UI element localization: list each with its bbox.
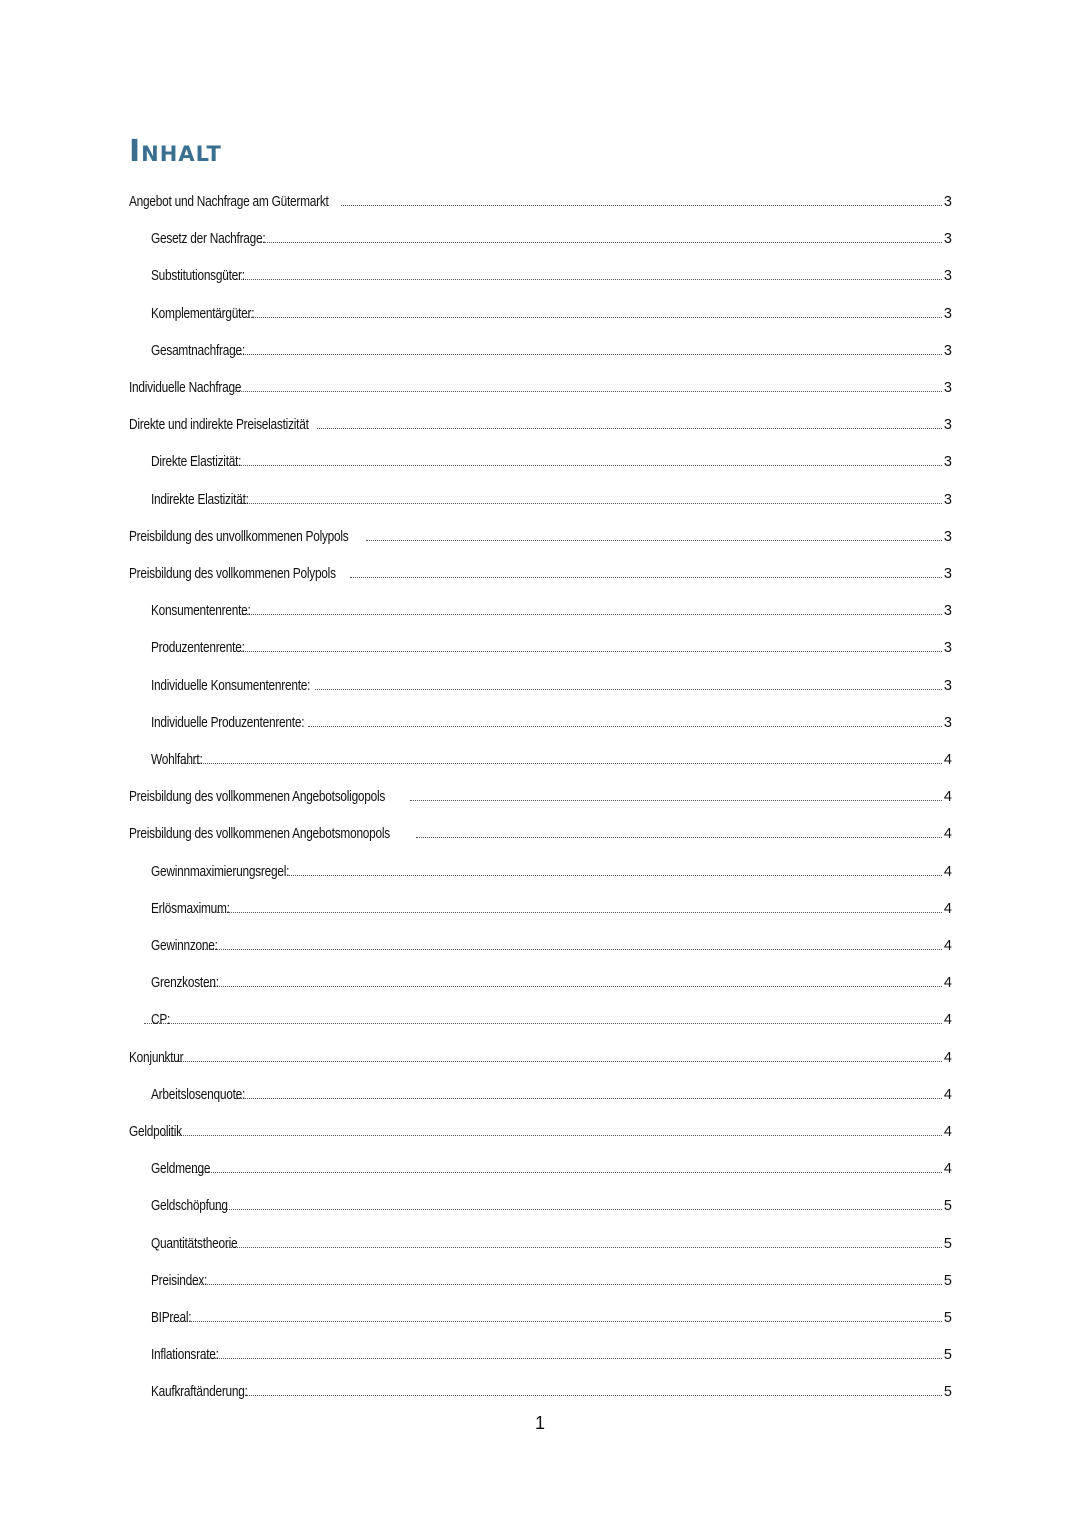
- toc-entry-label: Preisbildung des vollkommenen Angebotsoligopols: [129, 789, 386, 806]
- toc-entry[interactable]: [129, 174, 952, 210]
- toc-entry-label: Kaufkraftänderung:: [151, 1384, 248, 1401]
- toc-entry-label: Grenzkosten:: [151, 975, 219, 992]
- toc-entry-page: 3: [943, 603, 952, 620]
- toc-leader-dots: [317, 428, 942, 429]
- toc-entry[interactable]: [129, 546, 952, 582]
- toc-subentry[interactable]: [151, 323, 952, 359]
- toc-entry-label: Preisbildung des vollkommenen Polypols: [129, 566, 336, 582]
- toc-entry-label: BIPreal:: [151, 1310, 192, 1326]
- toc-leader-dots: [236, 1098, 942, 1099]
- toc-entry-page: 3: [943, 714, 952, 731]
- toc-entry-label: Wohlfahrt:: [151, 752, 203, 768]
- toc-entry-label: Geldpolitik: [129, 1124, 182, 1140]
- toc-leader-dots: [366, 540, 942, 541]
- toc-leader-dots: [240, 503, 942, 504]
- toc-entry-page: 3: [943, 566, 952, 582]
- toc-subentry[interactable]: [151, 1290, 952, 1326]
- toc-title: Inhalt: [129, 134, 222, 169]
- toc-entry-label: Individuelle Produzentenrente:: [151, 714, 305, 731]
- toc-entry-label: Konsumentenrente:: [151, 603, 251, 620]
- toc-entry-label: CP:: [151, 1012, 171, 1029]
- toc-subentry[interactable]: [151, 620, 952, 656]
- toc-entry-label: Preisbildung des vollkommenen Angebotsmonopols: [129, 826, 391, 843]
- toc-entry-page: 3: [943, 417, 952, 434]
- toc-entry-page: 5: [943, 1384, 952, 1401]
- toc-entry-page: 4: [943, 938, 952, 954]
- toc-entry-page: 3: [943, 640, 952, 657]
- toc-entry-page: 5: [943, 1347, 952, 1364]
- toc-leader-dots: [144, 1023, 942, 1024]
- toc-entry-page: 3: [943, 268, 952, 285]
- toc-subentry[interactable]: [151, 1253, 952, 1289]
- toc-entry[interactable]: [129, 1104, 952, 1140]
- toc-entry-page: 4: [943, 900, 952, 917]
- toc-leader-dots: [235, 354, 941, 355]
- toc-entry[interactable]: [129, 360, 952, 396]
- toc-entry-label: Komplementärgüter:: [151, 305, 255, 322]
- toc-entry[interactable]: [129, 397, 952, 433]
- toc-subentry[interactable]: [151, 844, 952, 880]
- toc-entry-page: 5: [943, 1310, 952, 1326]
- toc-leader-dots: [202, 949, 942, 950]
- toc-entry-page: 4: [943, 1086, 952, 1103]
- toc-leader-dots: [193, 1172, 942, 1173]
- page-number: 1: [534, 1413, 545, 1433]
- toc-entry-label: Gewinnmaximierungsregel:: [151, 863, 290, 880]
- toc-leader-dots: [235, 391, 942, 392]
- toc-entry-page: 5: [943, 1235, 952, 1252]
- toc-entry-label: Konjunktur: [129, 1049, 184, 1066]
- toc-entry-label: Individuelle Nachfrage: [129, 380, 242, 396]
- toc-leader-dots: [350, 577, 942, 578]
- toc-subentry[interactable]: [151, 472, 952, 508]
- toc-entry-label: Quantitätstheorie: [151, 1235, 238, 1252]
- toc-entry[interactable]: [129, 769, 952, 805]
- toc-entry-page: 4: [943, 1049, 952, 1066]
- toc-subentry[interactable]: [151, 658, 952, 694]
- toc-entry[interactable]: [129, 509, 952, 545]
- toc-subentry[interactable]: [151, 1216, 952, 1252]
- toc-entry-page: 3: [943, 454, 952, 471]
- toc-entry-label: Direkte und indirekte Preiselastizität: [129, 417, 309, 434]
- toc-entry-label: Gesamtnachfrage:: [151, 342, 245, 359]
- toc-entry-page: 4: [943, 789, 952, 806]
- toc-entry-label: Produzentenrente:: [151, 640, 245, 657]
- toc-subentry[interactable]: [151, 1178, 952, 1214]
- toc-leader-dots: [261, 242, 942, 243]
- toc-subentry[interactable]: [151, 918, 952, 954]
- toc-leader-dots: [242, 614, 941, 615]
- toc-entry-label: Gesetz der Nachfrage:: [151, 231, 266, 248]
- toc-leader-dots: [247, 317, 942, 318]
- toc-subentry[interactable]: [151, 434, 952, 470]
- toc-leader-dots: [170, 1321, 942, 1322]
- toc-entry-page: 3: [943, 491, 952, 508]
- toc-subentry[interactable]: [151, 211, 952, 247]
- toc-subentry[interactable]: [151, 286, 952, 322]
- toc-leader-dots: [239, 1395, 942, 1396]
- toc-subentry[interactable]: [151, 955, 952, 991]
- toc-entry-label: Direkte Elastizität:: [151, 454, 242, 471]
- toc-entry-label: Individuelle Konsumentenrente:: [151, 677, 311, 694]
- toc-subentry[interactable]: [151, 992, 952, 1028]
- toc-entry-label: Geldschöpfung: [151, 1198, 228, 1215]
- toc-leader-dots: [163, 1135, 942, 1136]
- toc-entry[interactable]: [129, 1030, 952, 1066]
- toc-leader-dots: [189, 1284, 942, 1285]
- toc-subentry[interactable]: [151, 1364, 952, 1400]
- toc-entry-page: 5: [943, 1272, 952, 1289]
- toc-leader-dots: [289, 875, 941, 876]
- toc-entry-page: 3: [943, 677, 952, 694]
- toc-entry-page: 3: [943, 305, 952, 322]
- toc-subentry[interactable]: [151, 1327, 952, 1363]
- toc-entry-page: 4: [943, 863, 952, 880]
- toc-subentry[interactable]: [151, 732, 952, 768]
- toc-entry-page: 5: [943, 1198, 952, 1215]
- toc-leader-dots: [235, 279, 942, 280]
- toc-entry-page: 3: [943, 231, 952, 248]
- toc-subentry[interactable]: [151, 1141, 952, 1177]
- toc-subentry[interactable]: [151, 1067, 952, 1103]
- toc-entry-label: Angebot und Nachfrage am Gütermarkt: [129, 194, 329, 210]
- toc-entry-label: Geldmenge: [151, 1161, 211, 1178]
- toc-leader-dots: [315, 689, 942, 690]
- toc-entry-page: 4: [943, 826, 952, 843]
- toc-leader-dots: [184, 763, 942, 764]
- toc-entry-page: 4: [943, 752, 952, 768]
- toc-entry[interactable]: [129, 806, 952, 842]
- toc-entry-label: Inflationsrate:: [151, 1347, 219, 1364]
- toc-subentry[interactable]: [151, 695, 952, 731]
- toc-entry-page: 4: [943, 1124, 952, 1140]
- toc-entry-page: 4: [943, 1161, 952, 1178]
- toc-subentry[interactable]: [151, 583, 952, 619]
- toc-leader-dots: [164, 1061, 942, 1062]
- toc-entry-page: 4: [943, 975, 952, 992]
- toc-entry-label: Preisindex:: [151, 1272, 208, 1289]
- toc-entry-page: 3: [943, 380, 952, 396]
- toc-leader-dots: [416, 837, 942, 838]
- toc-entry-page: 3: [943, 342, 952, 359]
- toc-leader-dots: [231, 465, 942, 466]
- toc-subentry[interactable]: [151, 881, 952, 917]
- toc-entry-label: Preisbildung des unvollkommenen Polypols: [129, 528, 349, 545]
- toc-entry-page: 4: [943, 1012, 952, 1029]
- toc-leader-dots: [204, 986, 942, 987]
- toc-leader-dots: [217, 912, 942, 913]
- toc-leader-dots: [215, 1209, 942, 1210]
- toc-leader-dots: [204, 1358, 942, 1359]
- toc-leader-dots: [308, 726, 942, 727]
- toc-entry-page: 3: [943, 528, 952, 545]
- toc-entry-label: Substitutionsgüter:: [151, 268, 245, 285]
- toc-subentry[interactable]: [151, 248, 952, 284]
- toc-leader-dots: [410, 800, 941, 801]
- toc-leader-dots: [235, 651, 942, 652]
- toc-entry-label: Arbeitslosenquote:: [151, 1086, 246, 1103]
- toc-entry-page: 3: [943, 194, 952, 210]
- toc-leader-dots: [341, 205, 941, 206]
- toc-entry-label: Erlösmaximum:: [151, 900, 230, 917]
- toc-entry-label: Indirekte Elastizität:: [151, 491, 249, 508]
- toc-entry-label: Gewinnzone:: [151, 938, 218, 954]
- toc-leader-dots: [226, 1247, 942, 1248]
